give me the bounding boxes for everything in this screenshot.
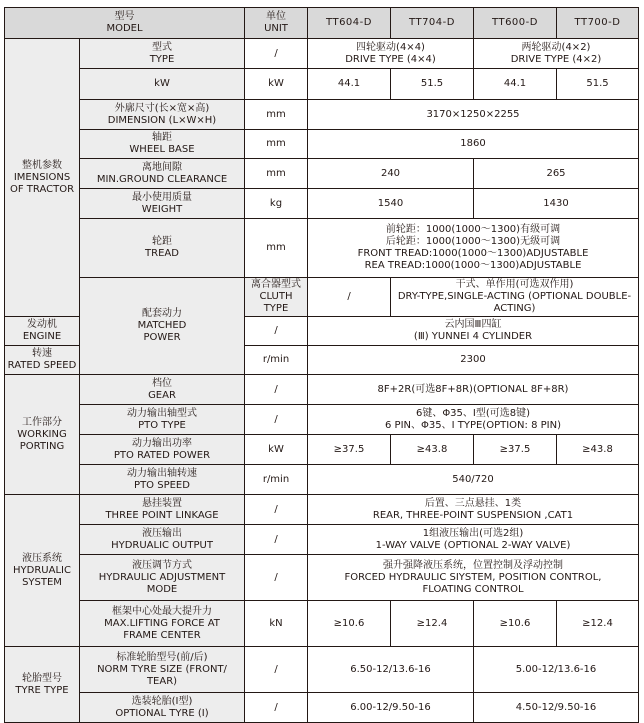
label-cn: 动力输出轴转速 <box>127 467 197 479</box>
unit-adjust: / <box>245 555 308 601</box>
value-lifting-4: ≥12.4 <box>557 601 639 647</box>
label-en: TREAD <box>145 248 179 259</box>
unit-lifting: kN <box>245 601 308 647</box>
value-en1: FORCED HYDRAULIC SIYSTEM, POSITION CONTROL, <box>344 571 602 583</box>
unit-dimension: mm <box>245 100 308 130</box>
label-en2: TEAR) <box>146 675 178 687</box>
value-cn: 1组液压输出(可选2组) <box>422 527 524 539</box>
group-working-en1: WORKING <box>17 428 67 440</box>
header-unit-en: UNIT <box>264 23 288 34</box>
label-en: OPTIONAL TYRE (Ⅰ) <box>115 707 209 719</box>
unit-tread: mm <box>245 219 308 278</box>
label-cn: 框架中心处最大提升力 <box>112 605 212 617</box>
unit-pto-type: / <box>245 405 308 435</box>
label-linkage <box>80 495 245 525</box>
tread-line: 后轮距：1000(1000～1300)无级可调 <box>385 236 561 247</box>
label-en: PTO TYPE <box>138 419 186 431</box>
unit-output: / <box>245 525 308 555</box>
label-en1: MAX.LIFTING FORCE AT <box>104 617 220 629</box>
value-en: DRIVE TYPE (4×4) <box>345 53 436 65</box>
label-cn: 档位 <box>152 377 172 389</box>
label-en: WEIGHT <box>141 203 183 215</box>
value-cn: 干式、单作用(可选双作用) <box>455 279 574 290</box>
row-pto-speed <box>5 465 639 495</box>
label-en: RATED SPEED <box>7 360 77 371</box>
value-pto-power-3: ≥37.5 <box>474 435 557 465</box>
value-en2: FLOATING CONTROL <box>422 583 524 595</box>
label-pto-speed <box>80 465 245 495</box>
value-pto-type <box>308 405 639 435</box>
model-tt700d: TT700-D <box>557 8 639 39</box>
label-clearance <box>80 159 245 189</box>
tread-line: 前轮距：1000(1000～1300)有级可调 <box>385 224 561 235</box>
unit-linkage: / <box>245 495 308 525</box>
row-kw <box>5 69 639 100</box>
label-cn: 动力输出功率 <box>132 437 192 449</box>
group-tractor-cn: 整机参数 <box>22 159 62 171</box>
unit-engine: / <box>245 317 308 346</box>
unit-weight: kg <box>245 189 308 219</box>
row-gear <box>5 375 639 405</box>
label-en2: MODE <box>146 583 178 595</box>
label-cn: 外廓尺寸(长×宽×高) <box>114 102 210 114</box>
group-tractor-en1: IMENSIONS <box>13 171 71 183</box>
label-en: GEAR <box>148 389 176 401</box>
label-pto-type <box>80 405 245 435</box>
label-type <box>80 39 245 69</box>
label-en: THREE POINT LINKAGE <box>105 509 219 521</box>
value-pto-speed: 540/720 <box>308 465 639 495</box>
row-lifting <box>5 601 639 647</box>
group-hydraulic-en2: SYSTEM <box>22 576 62 588</box>
value-norm-tyre-1: 6.50-12/13.6-16 <box>308 647 474 693</box>
row-norm-tyre <box>5 647 639 693</box>
label-gear <box>80 375 245 405</box>
tread-line: FRONT TREAD:1000(1000～1300)ADJUSTABLE <box>357 248 589 259</box>
label-cn: 标准轮胎型号(前/后) <box>116 651 208 663</box>
row-pto-power <box>5 435 639 465</box>
label-cn: 转速 <box>32 348 52 359</box>
label-cn: 选装轮胎(Ⅰ型) <box>131 695 193 707</box>
label-cn: 发动机 <box>27 319 57 330</box>
unit-pto-speed: r/min <box>245 465 308 495</box>
value-en: DRY-TYPE,SINGLE-ACTING (OPTIONAL DOUBLE-ACTING) <box>397 291 632 314</box>
value-cn: 云内国Ⅲ四缸 <box>444 319 502 330</box>
unit-gear: / <box>245 375 308 405</box>
label-weight <box>80 189 245 219</box>
label-en: HYDRUALIC OUTPUT <box>111 539 213 551</box>
group-working <box>5 375 80 495</box>
group-hydraulic-en1: HYDRUALIC <box>13 564 71 576</box>
label-lifting <box>80 601 245 647</box>
value-drive-4x4 <box>308 39 474 69</box>
label-cn: 悬挂装置 <box>142 497 182 509</box>
value-clearance-2: 265 <box>474 159 639 189</box>
label-en: CLUTH TYPE <box>259 291 293 314</box>
value-gear: 8F+2R(可选8F+8R)(OPTIONAL 8F+8R) <box>308 375 639 405</box>
label-en: PTO SPEED <box>134 479 190 491</box>
model-tt600d: TT600-D <box>474 8 557 39</box>
label-engine <box>5 317 80 346</box>
value-en: (Ⅲ) YUNNEI 4 CYLINDER <box>413 331 533 342</box>
label-tread <box>80 219 245 278</box>
row-opt-tyre <box>5 693 639 723</box>
header-row <box>5 8 639 39</box>
value-weight-1: 1540 <box>308 189 474 219</box>
value-kw-1: 44.1 <box>308 69 391 100</box>
label-en: DIMENSION (L×W×H) <box>107 114 217 126</box>
row-weight <box>5 189 639 219</box>
label-opt-tyre <box>80 693 245 723</box>
group-power-en2: POWER <box>143 332 181 343</box>
label-dimension <box>80 100 245 130</box>
header-model-en: MODEL <box>106 23 143 34</box>
value-opt-tyre-1: 6.00-12/9.50-16 <box>308 693 474 723</box>
value-drive-4x2 <box>474 39 639 69</box>
value-opt-tyre-2: 4.50-12/9.50-16 <box>474 693 639 723</box>
group-tyre-en: TYRE TYPE <box>15 684 69 696</box>
label-output <box>80 525 245 555</box>
value-clutch <box>391 278 639 317</box>
unit-kw: kW <box>245 69 308 100</box>
value-weight-2: 1430 <box>474 189 639 219</box>
label-cn: 最小使用质量 <box>132 191 192 203</box>
group-working-cn: 工作部分 <box>22 416 62 428</box>
value-cn: 6键、Φ35、Ⅰ型(可选8键) <box>415 407 531 419</box>
value-speed: 2300 <box>308 346 639 375</box>
group-hydraulic-cn: 液压系统 <box>22 552 62 564</box>
value-output <box>308 525 639 555</box>
header-model-cn: 型号 <box>114 11 135 22</box>
label-cn: 动力输出轴型式 <box>127 407 197 419</box>
label-en: WHEEL BASE <box>129 144 195 155</box>
row-linkage <box>5 495 639 525</box>
group-tractor <box>5 39 80 317</box>
label-clutch <box>245 278 308 317</box>
value-en: 1-WAY VALVE (OPTIONAL 2-WAY VALVE) <box>375 539 571 551</box>
label-cn: 液压调节方式 <box>132 559 192 571</box>
model-tt604d: TT604-D <box>308 8 391 39</box>
label-cn: 离合器型式 <box>251 279 301 290</box>
header-unit <box>245 8 308 39</box>
label-en1: HYDRAULIC ADJUSTMENT <box>98 571 226 583</box>
row-adjust <box>5 555 639 601</box>
header-model <box>5 8 245 39</box>
unit-norm-tyre: / <box>245 647 308 693</box>
label-cn: 轴距 <box>152 132 172 143</box>
label-en2: FRAME CENTER <box>123 629 201 641</box>
group-working-en2: PORTING <box>19 440 65 452</box>
label-en: PTO RATED POWER <box>113 449 211 461</box>
value-kw-4: 51.5 <box>557 69 639 100</box>
value-en: REAR, THREE-POINT SUSPENSION ,CAT1 <box>372 509 574 521</box>
group-hydraulic <box>5 495 80 647</box>
row-output <box>5 525 639 555</box>
group-power-en1: MATCHED <box>137 320 187 331</box>
row-wheelbase <box>5 130 639 159</box>
group-power <box>80 278 245 375</box>
group-power-cn: 配套动力 <box>142 308 182 319</box>
row-dimension <box>5 100 639 130</box>
label-wheelbase <box>80 130 245 159</box>
value-cn: 四轮驱动(4×4) <box>356 41 425 53</box>
label-adjust <box>80 555 245 601</box>
label-cn: 型式 <box>152 41 172 53</box>
value-adjust <box>308 555 639 601</box>
value-cn: 强升强降液压系统，位置控制及浮动控制 <box>383 559 563 571</box>
value-en: DRIVE TYPE (4×2) <box>510 53 602 65</box>
header-unit-cn: 单位 <box>266 11 286 22</box>
unit-type: / <box>245 39 308 69</box>
value-clearance-1: 240 <box>308 159 474 189</box>
value-lifting-3: ≥10.6 <box>474 601 557 647</box>
spec-table <box>4 7 639 723</box>
label-en: ENGINE <box>22 331 62 342</box>
value-cn: 两轮驱动(4×2) <box>521 41 591 53</box>
value-wheelbase: 1860 <box>308 130 639 159</box>
group-tyre <box>5 647 80 723</box>
unit-pto-power: kW <box>245 435 308 465</box>
label-en1: NORM TYRE SIZE (FRONT/ <box>97 663 227 675</box>
value-en: 6 PIN、Φ35、Ⅰ TYPE(OPTION: 8 PIN) <box>385 419 561 431</box>
unit-clearance: mm <box>245 159 308 189</box>
group-tractor-en2: OF TRACTOR <box>9 183 75 195</box>
unit-speed: r/min <box>245 346 308 375</box>
model-tt704d: TT704-D <box>391 8 474 39</box>
value-linkage <box>308 495 639 525</box>
label-cn: 液压输出 <box>142 527 182 539</box>
row-tread <box>5 219 639 278</box>
value-norm-tyre-2: 5.00-12/13.6-16 <box>474 647 639 693</box>
unit-opt-tyre: / <box>245 693 308 723</box>
label-speed <box>5 346 80 375</box>
label-kw: kW <box>80 69 245 100</box>
label-cn: 离地间隙 <box>142 161 182 173</box>
value-lifting-2: ≥12.4 <box>391 601 474 647</box>
value-pto-power-1: ≥37.5 <box>308 435 391 465</box>
label-en: TYPE <box>149 53 175 65</box>
value-kw-3: 44.1 <box>474 69 557 100</box>
unit-wheelbase: mm <box>245 130 308 159</box>
unit-clutch: / <box>308 278 391 317</box>
label-cn: 轮距 <box>152 236 172 247</box>
value-dimension: 3170×1250×2255 <box>308 100 639 130</box>
label-pto-power <box>80 435 245 465</box>
group-tyre-cn: 轮胎型号 <box>22 672 62 684</box>
row-clutch <box>5 278 639 317</box>
value-pto-power-2: ≥43.8 <box>391 435 474 465</box>
value-engine <box>308 317 639 346</box>
row-type <box>5 39 639 69</box>
row-clearance <box>5 159 639 189</box>
row-pto-type <box>5 405 639 435</box>
tread-line: REA TREAD:1000(1000～1300)ADJUSTABLE <box>364 260 582 271</box>
value-tread <box>308 219 639 278</box>
value-kw-2: 51.5 <box>391 69 474 100</box>
label-en: MIN.GROUND CLEARANCE <box>96 173 228 185</box>
value-cn: 后置、三点悬挂、1类 <box>424 497 522 509</box>
value-lifting-1: ≥10.6 <box>308 601 391 647</box>
label-norm-tyre <box>80 647 245 693</box>
value-pto-power-4: ≥43.8 <box>557 435 639 465</box>
